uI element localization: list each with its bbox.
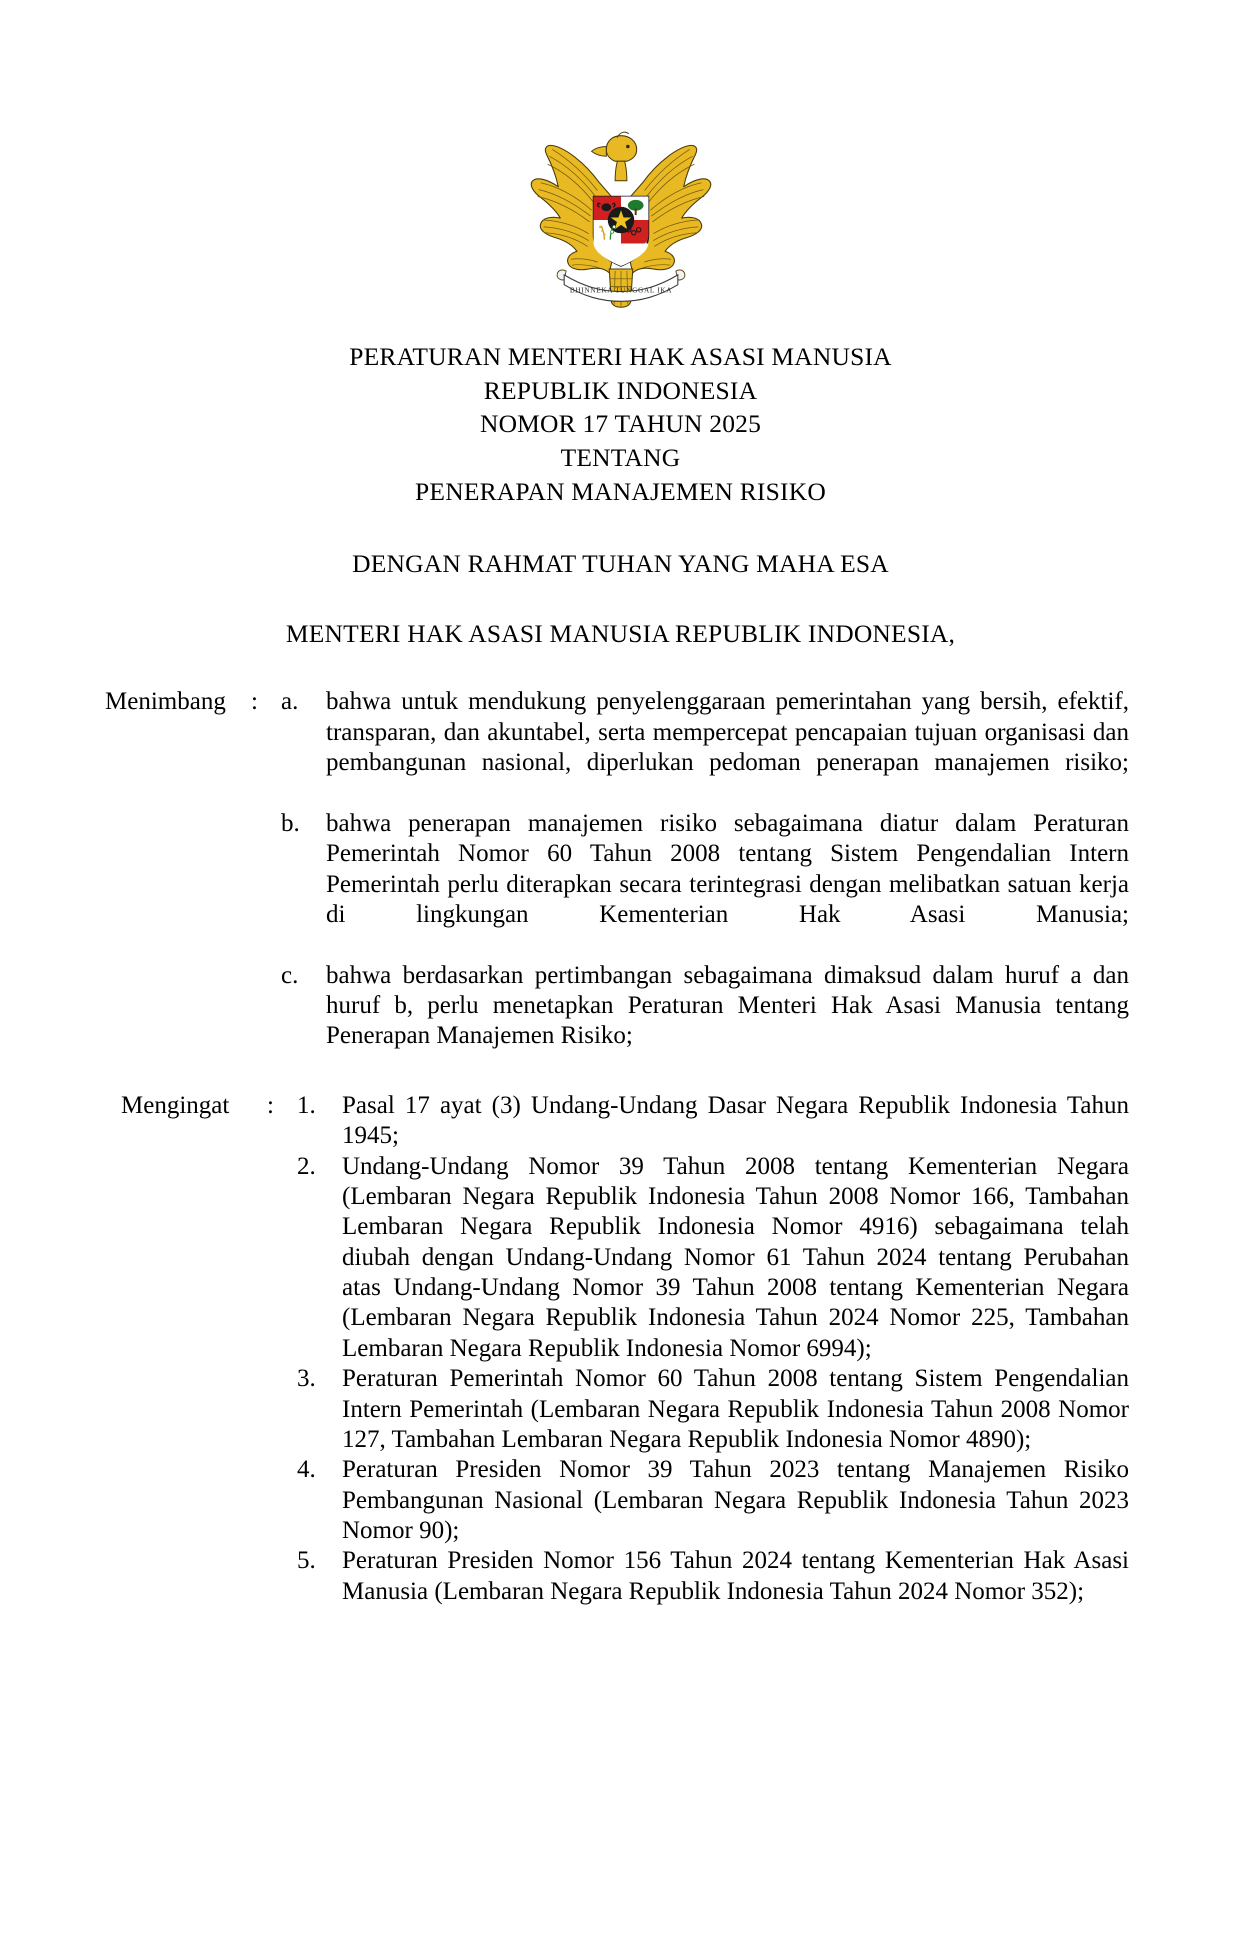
item-marker: a. <box>281 688 299 716</box>
emblem-motto-text: BHINNEKA TUNGGAL IKA <box>569 286 672 295</box>
item-marker: 2. <box>297 1152 316 1180</box>
considering-item <box>281 961 1129 1052</box>
title-line-5: PENERAPAN MANAJEMEN RISIKO <box>415 476 826 506</box>
garuda-pancasila-emblem <box>523 122 719 318</box>
recalling-items <box>297 1091 1129 1607</box>
item-text: Peraturan Pemerintah Nomor 60 Tahun 2008 tentang Sistem Pengendalian Intern Pemerintah (Lembaran Negara Republik Indonesia Tahun 2008 Nomor 127, Tambahan Lembaran Negara Republik Indonesia Nomor 4890); <box>342 1365 1129 1453</box>
recalling-colon: : <box>267 1091 274 1119</box>
item-marker: 4. <box>297 1456 316 1484</box>
item-text: Peraturan Presiden Nomor 156 Tahun 2024 tentang Kementerian Hak Asasi Manusia (Lembaran Negara Republik Indonesia Tahun 2024 Nomor 352); <box>342 1547 1129 1605</box>
title-line-4: TENTANG <box>560 442 681 472</box>
blessing-line: DENGAN RAHMAT TUHAN YANG MAHA ESA <box>352 549 889 579</box>
considering-colon: : <box>251 688 258 716</box>
title-line-3: NOMOR 17 TAHUN 2025 <box>479 409 762 439</box>
item-text: bahwa untuk mendukung penyelenggaraan pemerintahan yang bersih, efektif, transparan, dan akuntabel, serta mempercepat pencapaian tujuan organisasi dan pembangunan nasional, diperlukan pedoman penerapan manajemen risiko; <box>326 688 1129 777</box>
item-text: bahwa berdasarkan pertimbangan sebagaimana dimaksud dalam huruf a dan huruf b, perlu menetapkan Peraturan Menteri Hak Asasi Manusia tentang Penerapan Manajemen Risiko; <box>326 961 1129 1050</box>
item-text: bahwa penerapan manajemen risiko sebagaimana diatur dalam Peraturan Pemerintah Nomor 60 Tahun 2008 tentang Sistem Pengendalian Intern Pemerintah perlu diterapkan secara terintegrasi dengan melibatkan satuan kerja di lingkungan Kementerian Hak Asasi Manusia; <box>326 809 1129 928</box>
title-line-1: PERATURAN MENTERI HAK ASASI MANUSIA <box>349 342 892 371</box>
garuda-head <box>591 132 636 181</box>
recalling-item <box>297 1455 1129 1546</box>
considering-item <box>281 809 1129 961</box>
item-text: Undang-Undang Nomor 39 Tahun 2008 tentang Kementerian Negara (Lembaran Negara Republik Indonesia Tahun 2008 Nomor 166, Tambahan Lembaran Negara Republik Indonesia Nomor 4916) sebagaimana telah diubah dengan Undang-Undang Nomor 61 Tahun 2024 tentang Perubahan atas Undang-Undang Nomor 39 Tahun 2008 tentang Kementerian Negara (Lembaran Negara Republik Indonesia Tahun 2024 Nomor 225, Tambahan Lembaran Negara Republik Indonesia Nomor 6994); <box>342 1152 1129 1362</box>
item-text: Pasal 17 ayat (3) Undang-Undang Dasar Negara Republik Indonesia Tahun 1945; <box>342 1091 1129 1150</box>
recalling-item <box>297 1091 1129 1152</box>
item-marker: 3. <box>297 1365 316 1393</box>
recalling-item <box>297 1364 1129 1455</box>
considering-label: Menimbang <box>105 688 226 716</box>
item-marker: 5. <box>297 1547 316 1575</box>
considering-block <box>0 687 1241 1052</box>
recalling-block <box>0 1091 1241 1607</box>
title-line-2: REPUBLIK INDONESIA <box>483 375 758 405</box>
document-title-block <box>0 340 1241 508</box>
recalling-label: Mengingat <box>121 1091 230 1119</box>
emblem-container <box>0 0 1241 318</box>
recalling-item <box>297 1152 1129 1365</box>
item-text: Peraturan Presiden Nomor 39 Tahun 2023 tentang Manajemen Risiko Pembangunan Nasional (Lembaran Negara Republik Indonesia Tahun 2023 Nomor 90); <box>342 1456 1129 1545</box>
item-marker: c. <box>281 961 299 989</box>
considering-items <box>281 687 1129 1052</box>
considering-item <box>281 687 1129 809</box>
item-marker: 1. <box>297 1091 316 1119</box>
issuer-line: MENTERI HAK ASASI MANUSIA REPUBLIK INDONESIA, <box>285 619 956 649</box>
item-marker: b. <box>281 809 300 837</box>
recalling-item <box>297 1546 1129 1607</box>
